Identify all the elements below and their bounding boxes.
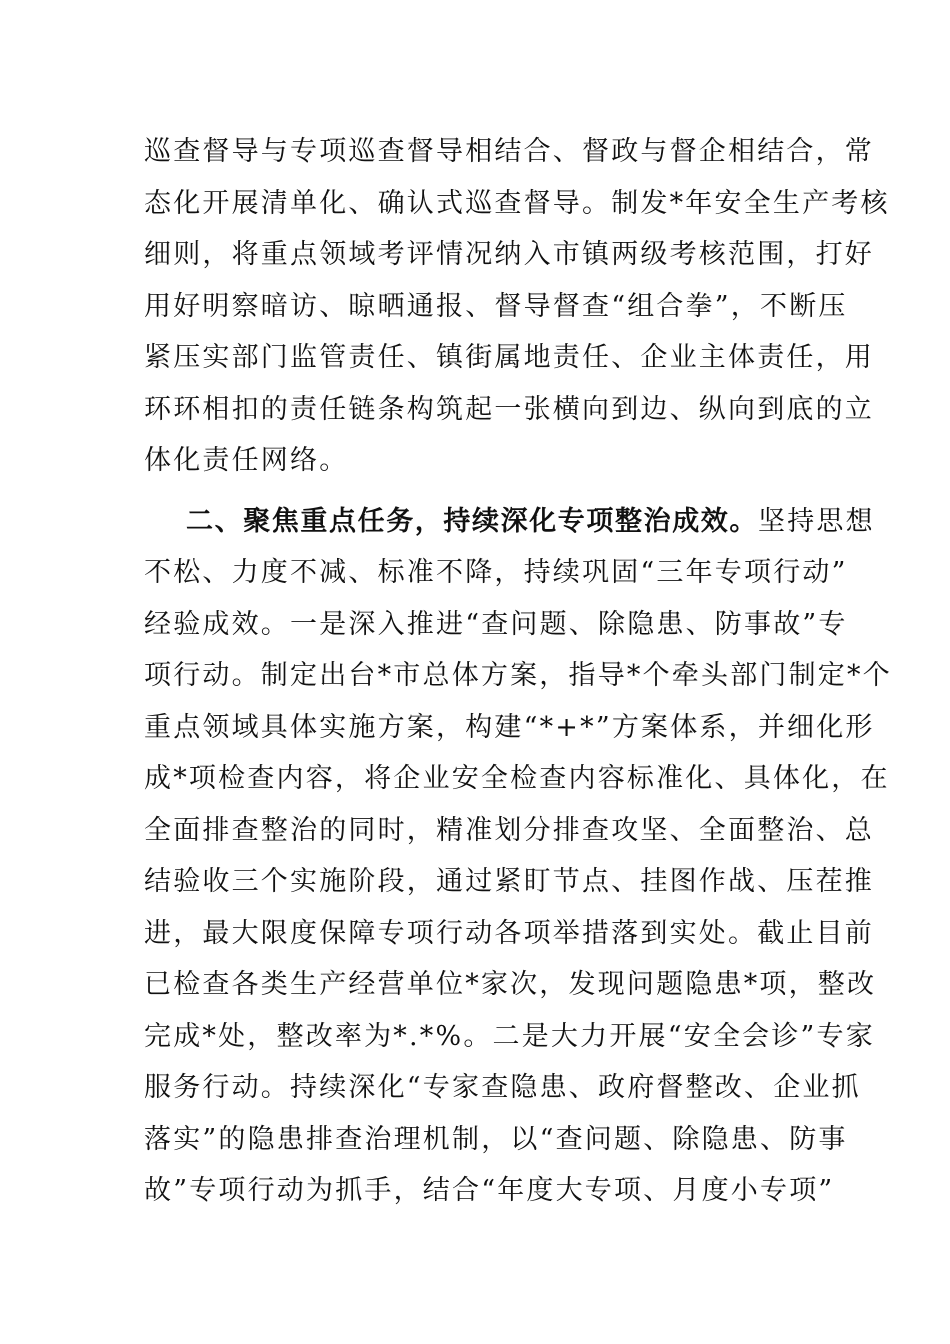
text-line: 已检查各类生产经营单位*家次，发现问题隐患*项，整改	[144, 969, 877, 1000]
text-line: 落实”的隐患排查治理机制，以“查问题、除隐患、防事	[144, 1123, 848, 1155]
text-line: 巡查督导与专项巡查督导相结合、督政与督企相结合，常	[144, 136, 874, 167]
section-heading: 二、聚焦重点任务，持续深化专项整治成效。	[186, 505, 758, 537]
text-line: 环环相扣的责任链条构筑起一张横向到边、纵向到底的立	[144, 393, 874, 425]
text-line: 成*项检查内容，将企业安全检查内容标准化、具体化，在	[144, 763, 890, 794]
text-line: 细则，将重点领域考评情况纳入市镇两级考核范围，打好	[144, 239, 874, 270]
paragraph-special-rectification	[144, 496, 892, 1217]
text-line: 完成*处，整改率为*.*%。二是大力开展“安全会诊”专家	[144, 1020, 875, 1052]
text-line: 重点领域具体实施方案，构建“*+*”方案体系，并细化形	[144, 711, 875, 743]
text-line: 用好明察暗访、晾晒通报、督导督查“组合拳”，不断压	[144, 290, 848, 322]
text-line: 体化责任网络。	[144, 445, 349, 476]
text-line: 故”专项行动为抓手，结合“年度大专项、月度小专项”	[144, 1175, 835, 1206]
text-line: 紧压实部门监管责任、镇街属地责任、企业主体责任，用	[144, 342, 874, 373]
text-line: 经验成效。一是深入推进“查问题、除隐患、防事故”专	[144, 608, 848, 640]
paragraph-responsibility-network	[144, 126, 890, 487]
text-line: 服务行动。持续深化“专家查隐患、政府督整改、企业抓	[144, 1072, 861, 1103]
text-line: 项行动。制定出台*市总体方案，指导*个牵头部门制定*个	[144, 660, 892, 691]
text-line-with-heading	[144, 496, 875, 548]
text-line: 结验收三个实施阶段，通过紧盯节点、挂图作战、压茬推	[144, 866, 874, 897]
text-line: 态化开展清单化、确认式巡查督导。制发*年安全生产考核	[144, 187, 890, 219]
text-line: 全面排查整治的同时，精准划分排查攻坚、全面整治、总	[144, 814, 874, 846]
document-body	[144, 126, 892, 1217]
text-line: 进，最大限度保障专项行动各项举措落到实处。截止目前	[144, 917, 874, 949]
text-line: 不松、力度不减、标准不降，持续巩固“三年专项行动”	[144, 557, 848, 588]
heading-continuation: 坚持思想	[758, 505, 875, 537]
